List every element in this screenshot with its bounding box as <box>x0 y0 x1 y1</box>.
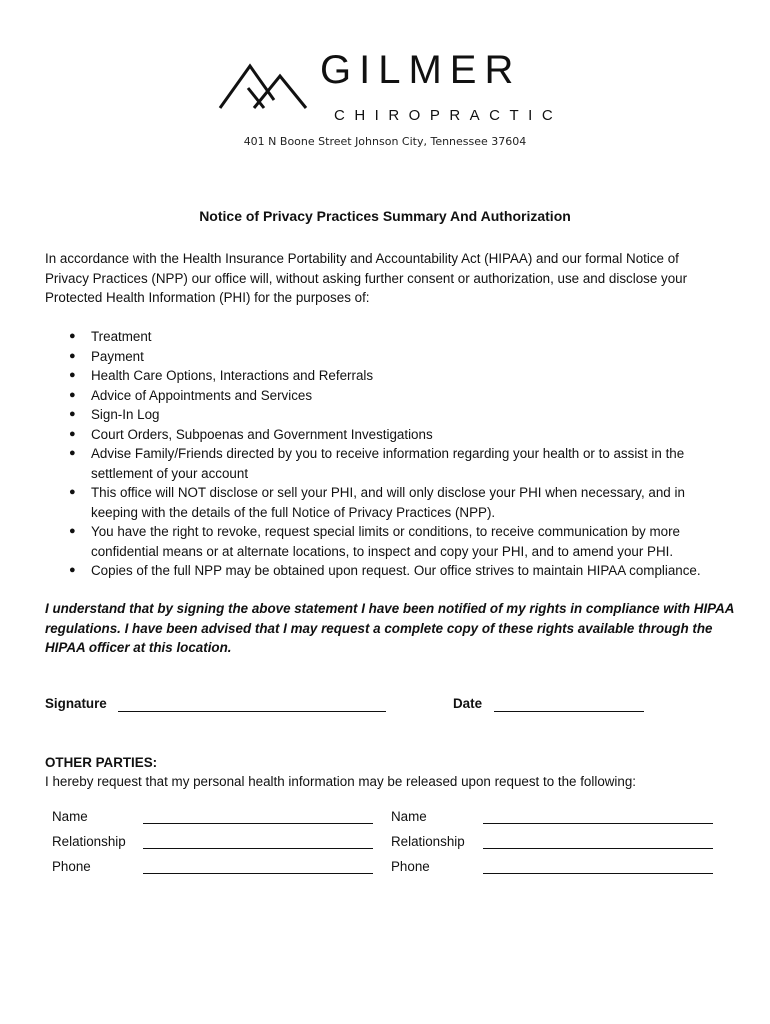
list-item-text: You have the right to revoke, request special limits or conditions, to receive communication by more confidential means or at alternate locations, to inspect and copy your PHI, and to amend your PHI. <box>91 524 680 559</box>
list-item <box>45 444 735 483</box>
left-relationship-field[interactable] <box>143 848 373 849</box>
left-name-label: Name <box>52 809 88 824</box>
bullet-icon: ● <box>69 369 76 381</box>
list-item <box>45 522 735 561</box>
bullet-icon: ● <box>69 408 76 420</box>
list-item-text: Court Orders, Subpoenas and Government Investigations <box>91 426 433 442</box>
date-field[interactable] <box>494 711 644 712</box>
list-item <box>45 405 735 425</box>
list-item-text: Health Care Options, Interactions and Referrals <box>91 368 374 383</box>
purposes-list <box>45 327 735 581</box>
list-item <box>45 347 735 367</box>
bullet-icon: ● <box>69 486 76 498</box>
intro-paragraph: In accordance with the Health Insurance Portability and Accountability Act (HIPAA) and our formal Notice of Privacy Practices (NPP) our office will, without asking further consent or authorization, use and disclose your Protected Health Information (PHI) for the purposes of: <box>45 251 688 305</box>
list-item-text: This office will NOT disclose or sell your PHI, and will only disclose your PHI when necessary, and in keeping with the details of the full Notice of Privacy Practices (NPP). <box>91 485 685 520</box>
list-item-text: Sign-In Log <box>91 407 160 422</box>
document-title: Notice of Privacy Practices Summary And Authorization <box>199 208 571 224</box>
signature-label: Signature <box>45 696 107 711</box>
list-item-text: Treatment <box>91 329 152 344</box>
brand-subtitle: CHIROPRACTIC <box>334 107 563 124</box>
list-item-text: Copies of the full NPP may be obtained upon request. Our office strives to maintain HIPAA compliance. <box>91 563 701 578</box>
list-item-text: Advise Family/Friends directed by you to receive information regarding your health or to assist in the settlement of your account <box>91 446 685 481</box>
clinic-address: 401 N Boone Street Johnson City, Tennessee 37604 <box>243 135 527 148</box>
list-item <box>45 561 735 581</box>
bullet-icon: ● <box>69 564 76 576</box>
right-name-label: Name <box>391 809 427 824</box>
list-item <box>45 483 735 522</box>
bullet-icon: ● <box>69 427 76 440</box>
left-name-field[interactable] <box>143 823 373 824</box>
bullet-icon: ● <box>69 525 76 537</box>
bullet-icon: ● <box>69 330 76 342</box>
bullet-icon: ● <box>69 447 76 459</box>
acknowledgement-statement: I understand that by signing the above statement I have been notified of my rights in compliance with HIPAA regulations. I have been advised that I may request a complete copy of these rights available through the HIPAA officer at this location. <box>45 601 734 655</box>
right-name-field[interactable] <box>483 823 713 824</box>
left-phone-field[interactable] <box>143 873 373 874</box>
list-item <box>45 386 735 406</box>
list-item <box>45 327 735 347</box>
brand-name: GILMER <box>320 48 522 92</box>
list-item-text: Advice of Appointments and Services <box>91 387 313 403</box>
mountain-logo-icon <box>218 60 310 112</box>
other-parties-heading: OTHER PARTIES: <box>45 755 158 770</box>
right-relationship-field[interactable] <box>483 848 713 849</box>
date-label: Date <box>453 696 483 711</box>
right-phone-field[interactable] <box>483 873 713 874</box>
other-parties-text: I hereby request that my personal health information may be released upon request to the following: <box>45 774 637 789</box>
list-item <box>45 425 735 445</box>
right-phone-label: Phone <box>391 859 430 874</box>
right-relationship-label: Relationship <box>391 834 465 849</box>
left-phone-label: Phone <box>52 859 91 874</box>
left-relationship-label: Relationship <box>52 834 126 849</box>
bullet-icon: ● <box>69 388 76 401</box>
list-item-text: Payment <box>91 348 144 364</box>
list-item <box>45 366 735 386</box>
signature-field[interactable] <box>118 711 386 712</box>
bullet-icon: ● <box>69 349 76 362</box>
